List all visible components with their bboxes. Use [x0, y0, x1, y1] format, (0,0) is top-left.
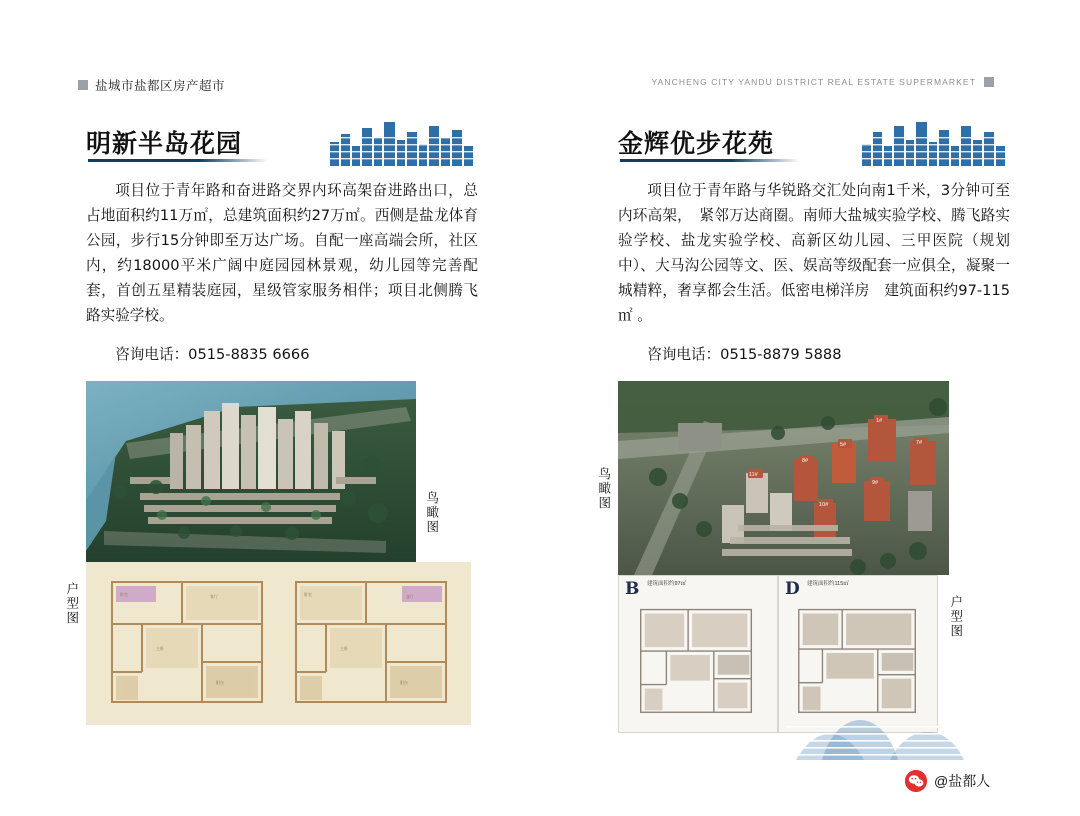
floorplan-caption: 建筑面积约115㎡	[807, 581, 849, 587]
floorplan-letter: B	[625, 579, 640, 599]
floorplan-caption: 建筑面积约97㎡	[647, 581, 687, 587]
square-marker-icon	[78, 80, 88, 90]
floorplan-unit-b	[618, 575, 778, 733]
svg-text:主卧: 主卧	[156, 646, 164, 651]
svg-text:卧室: 卧室	[304, 592, 312, 597]
svg-text:10#: 10#	[819, 502, 829, 508]
project-title: 明新半岛花园	[86, 129, 243, 158]
project-phone: 咨询电话：0515-8879 5888	[647, 346, 842, 363]
svg-text:阳台: 阳台	[216, 680, 224, 685]
wechat-icon	[905, 770, 927, 792]
project-phone: 咨询电话：0515-8835 6666	[115, 346, 310, 363]
square-marker-icon	[984, 77, 994, 87]
project-title: 金辉优步花苑	[618, 129, 775, 158]
svg-text:阳台: 阳台	[400, 680, 408, 685]
aerial-photo	[86, 381, 416, 562]
title-underline	[88, 159, 268, 162]
floorplan-label: 户型图	[948, 595, 963, 639]
floorplan-unit-d	[778, 575, 938, 733]
header-left	[78, 76, 225, 94]
svg-text:卧室: 卧室	[120, 592, 128, 597]
project-description: 项目位于青年路和奋进路交界内环高架奋进路出口，总占地面积约11万㎡，总建筑面积约27万㎡。西侧是盐龙体育公园，步行15分钟即至万达广场。自配一座高端会所，社区内，约18000平米广阔中庭园园林景观，幼儿园等完善配套，首创五星精装庭园，星级管家服务相伴；项目北侧腾飞路实验学校。	[86, 182, 478, 324]
header-title-en: YANCHENG CITY YANDU DISTRICT REAL ESTATE SUPERMARKET	[651, 77, 976, 87]
svg-text:8#: 8#	[802, 458, 809, 464]
aerial-image-wrap	[596, 381, 1010, 575]
header-right	[651, 77, 994, 87]
aerial-label: 鸟瞰图	[424, 491, 439, 535]
aerial-photo	[618, 381, 949, 575]
floorplan-image-wrap	[618, 575, 1010, 733]
project-column-right	[596, 118, 1010, 733]
mountain-ornament-icon	[786, 718, 972, 760]
floorplan-image	[618, 575, 938, 733]
floorplan-letter: D	[785, 579, 800, 599]
project-description: 项目位于青年路与华锐路交汇处向南1千米，3分钟可至内环高架， 紧邻万达商圈。南师大盐城实验学校、腾飞路实验学校、盐龙实验学校、高新区幼儿园、三甲医院（规划中）、大马沟公园等文、医、娱高等级配套一应俱全，凝聚一城精粹，奢享都会生活。低密电梯洋房 建筑面积约97-115㎡ 。	[618, 182, 1010, 324]
svg-text:客厅: 客厅	[210, 594, 218, 599]
aerial-label: 鸟瞰图	[596, 467, 611, 511]
floorplan-image-wrap	[64, 562, 478, 725]
footer-badge-label: @盐都人	[934, 773, 991, 789]
title-underline	[620, 159, 800, 162]
svg-text:7#: 7#	[916, 440, 923, 446]
floorplan-label: 户型图	[64, 582, 79, 626]
skyline-icon	[328, 120, 478, 166]
aerial-image-wrap	[86, 381, 478, 562]
skyline-icon	[860, 120, 1010, 166]
svg-text:5#: 5#	[840, 442, 847, 448]
header-title-cn: 盐城市盐都区房产超市	[95, 79, 226, 93]
page-header	[78, 76, 994, 98]
svg-text:9#: 9#	[872, 480, 879, 486]
svg-text:主卧: 主卧	[340, 646, 348, 651]
project-title-row	[618, 118, 1010, 178]
svg-text:11#: 11#	[749, 472, 758, 478]
project-title-row	[86, 118, 478, 178]
footer-badge[interactable]	[905, 770, 990, 792]
floorplan-image	[86, 562, 471, 725]
svg-text:1#: 1#	[876, 418, 883, 424]
svg-text:客厅: 客厅	[406, 594, 414, 599]
project-column-left	[64, 118, 478, 725]
